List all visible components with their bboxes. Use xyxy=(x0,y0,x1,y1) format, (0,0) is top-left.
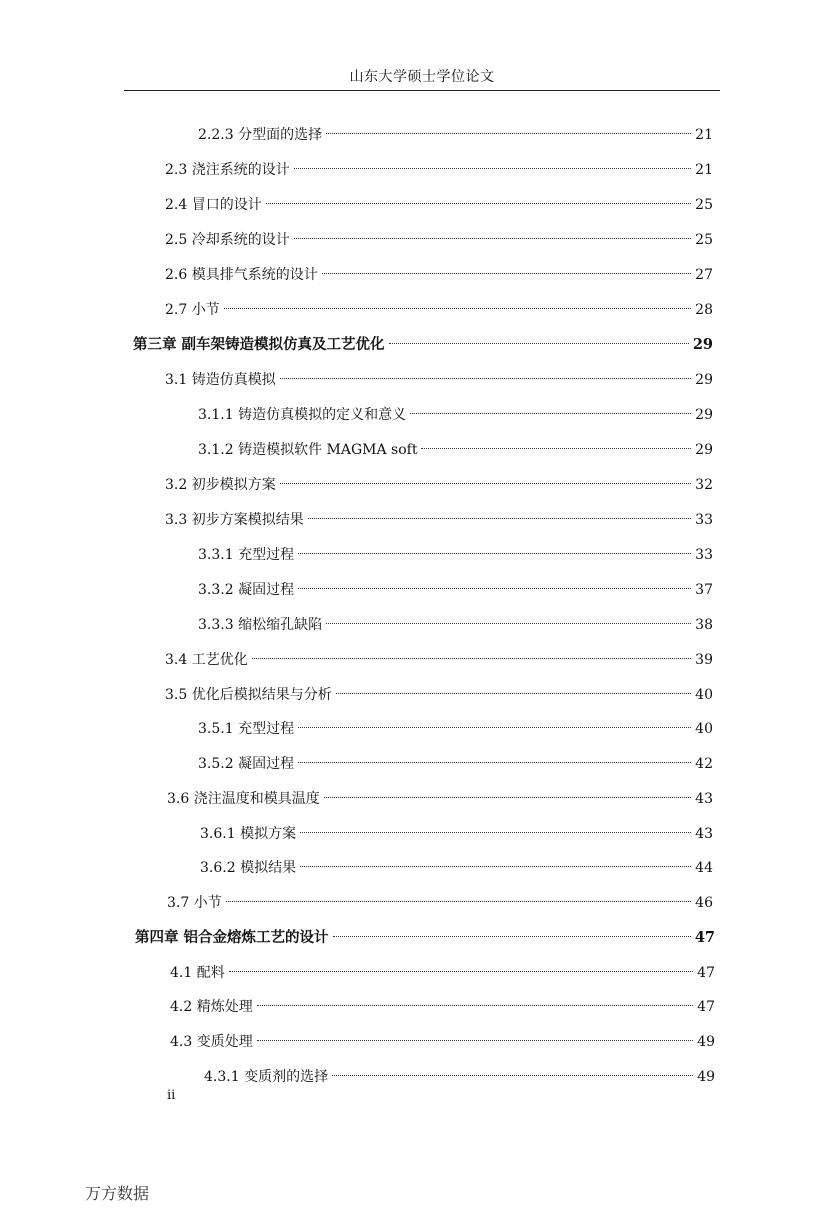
toc-leader xyxy=(298,535,691,554)
toc-entry-3-3-2[interactable] xyxy=(198,575,713,599)
toc-label: 3.2 初步模拟方案 xyxy=(165,477,276,493)
toc-page: 47 xyxy=(697,999,715,1015)
toc-page: 29 xyxy=(695,442,713,458)
toc-label: 3.3.1 充型过程 xyxy=(198,547,295,563)
toc-page: 44 xyxy=(695,860,713,876)
toc-leader xyxy=(389,325,689,344)
toc-leader xyxy=(257,1022,693,1041)
toc-label: 2.6 模具排气系统的设计 xyxy=(165,267,318,283)
toc-page: 29 xyxy=(695,372,713,388)
toc-page: 37 xyxy=(695,582,713,598)
toc-entry-3-1[interactable] xyxy=(165,365,713,389)
toc-entry-4-3-1[interactable] xyxy=(204,1062,715,1086)
toc-label: 3.5.2 凝固过程 xyxy=(198,756,295,772)
toc-leader xyxy=(257,987,693,1006)
toc-label: 4.3 变质处理 xyxy=(170,1034,253,1050)
toc-label: 2.7 小节 xyxy=(165,302,220,318)
toc-page: 40 xyxy=(695,721,713,737)
toc-entry-3-2[interactable] xyxy=(165,470,713,494)
toc-label: 2.2.3 分型面的选择 xyxy=(198,127,323,143)
toc-entry-2-2-3[interactable] xyxy=(198,120,713,144)
toc-entry-3-3-3[interactable] xyxy=(198,610,713,634)
toc-page: 27 xyxy=(695,267,713,283)
toc-leader xyxy=(252,640,691,659)
toc-page: 43 xyxy=(695,791,713,807)
toc-label: 3.5.1 充型过程 xyxy=(198,721,295,737)
toc-entry-3-1-1[interactable] xyxy=(198,400,713,424)
toc-label: 4.1 配料 xyxy=(170,965,225,981)
toc-label: 3.1 铸造仿真模拟 xyxy=(165,372,276,388)
toc-leader xyxy=(324,779,691,798)
toc-page: 40 xyxy=(695,687,713,703)
toc-entry-3-7[interactable] xyxy=(167,888,713,912)
toc-label: 2.3 浇注系统的设计 xyxy=(165,162,290,178)
toc-label: 3.5 优化后模拟结果与分析 xyxy=(165,687,332,703)
toc-leader xyxy=(294,220,691,239)
toc-label: 2.5 冷却系统的设计 xyxy=(165,232,290,248)
page-number: ii xyxy=(167,1088,176,1103)
toc-leader xyxy=(421,430,691,449)
toc-page: 49 xyxy=(697,1069,715,1085)
toc-label: 3.1.2 铸造模拟软件 MAGMA soft xyxy=(198,442,418,458)
toc-entry-chapter-4[interactable] xyxy=(135,923,715,947)
toc-entry-chapter-3[interactable] xyxy=(133,330,713,354)
toc-leader xyxy=(410,395,691,414)
toc-leader xyxy=(326,605,691,624)
toc-entry-3-5-1[interactable] xyxy=(198,714,713,738)
toc-label: 4.3.1 变质剂的选择 xyxy=(204,1069,329,1085)
toc-entry-2-5[interactable] xyxy=(165,225,713,249)
toc-entry-2-6[interactable] xyxy=(165,260,713,284)
toc-leader xyxy=(280,465,691,484)
toc-page: 28 xyxy=(695,302,713,318)
toc-entry-2-7[interactable] xyxy=(165,295,713,319)
toc-leader xyxy=(229,953,693,972)
toc-page: 25 xyxy=(695,197,713,213)
toc-leader xyxy=(332,1057,693,1076)
toc-leader xyxy=(308,500,691,519)
toc-leader xyxy=(333,918,691,937)
toc-label: 2.4 冒口的设计 xyxy=(165,197,262,213)
toc-leader xyxy=(336,675,691,694)
toc-leader xyxy=(326,115,691,134)
toc-page: 38 xyxy=(695,617,713,633)
toc-page: 43 xyxy=(695,826,713,842)
toc-page: 25 xyxy=(695,232,713,248)
toc-leader xyxy=(280,360,691,379)
toc-page: 39 xyxy=(695,652,713,668)
toc-leader xyxy=(226,883,691,902)
toc-label: 3.3.2 凝固过程 xyxy=(198,582,295,598)
toc-label: 3.6.2 模拟结果 xyxy=(200,860,297,876)
toc-entry-3-5-2[interactable] xyxy=(198,749,713,773)
toc-entry-2-4[interactable] xyxy=(165,190,713,214)
toc-label: 3.3.3 缩松缩孔缺陷 xyxy=(198,617,323,633)
toc-page: 33 xyxy=(695,512,713,528)
toc-leader xyxy=(300,848,691,867)
toc-page: 32 xyxy=(695,477,713,493)
toc-leader xyxy=(298,570,691,589)
toc-label: 3.6.1 模拟方案 xyxy=(200,826,297,842)
toc-entry-3-3-1[interactable] xyxy=(198,540,713,564)
toc-page: 42 xyxy=(695,756,713,772)
toc-leader xyxy=(266,185,691,204)
toc-leader xyxy=(322,255,691,274)
toc-page: 21 xyxy=(695,127,713,143)
toc-page: 29 xyxy=(692,336,713,353)
toc-page: 46 xyxy=(695,895,713,911)
toc-entry-2-3[interactable] xyxy=(165,155,713,179)
toc-entry-4-3[interactable] xyxy=(170,1027,715,1051)
toc-label: 3.3 初步方案模拟结果 xyxy=(165,512,304,528)
toc-page: 47 xyxy=(694,929,715,946)
toc-page: 49 xyxy=(697,1034,715,1050)
toc-entry-3-6-2[interactable] xyxy=(200,853,713,877)
wanfang-watermark: 万方数据 xyxy=(85,1184,150,1203)
toc-label: 3.4 工艺优化 xyxy=(165,652,248,668)
toc-entry-4-2[interactable] xyxy=(170,992,715,1016)
toc-page: 33 xyxy=(695,547,713,563)
toc-leader xyxy=(298,709,691,728)
toc-entry-3-3[interactable] xyxy=(165,505,713,529)
toc-label: 3.1.1 铸造仿真模拟的定义和意义 xyxy=(198,407,407,423)
toc-label: 3.6 浇注温度和模具温度 xyxy=(167,791,320,807)
toc-leader xyxy=(298,744,691,763)
toc-page: 47 xyxy=(697,965,715,981)
toc-entry-3-5[interactable] xyxy=(165,680,713,704)
toc-label: 第四章 铝合金熔炼工艺的设计 xyxy=(135,929,329,946)
toc-entry-3-1-2[interactable] xyxy=(198,435,713,459)
toc-label: 4.2 精炼处理 xyxy=(170,999,253,1015)
toc-leader xyxy=(224,290,691,309)
toc-label: 第三章 副车架铸造模拟仿真及工艺优化 xyxy=(133,336,385,353)
toc-page: 21 xyxy=(695,162,713,178)
page-header-title: 山东大学硕士学位论文 xyxy=(349,69,495,85)
toc-page: 29 xyxy=(695,407,713,423)
toc-label: 3.7 小节 xyxy=(167,895,222,911)
toc-entry-3-6[interactable] xyxy=(167,784,713,808)
toc-leader xyxy=(294,150,691,169)
toc-entry-3-6-1[interactable] xyxy=(200,819,713,843)
toc-entry-4-1[interactable] xyxy=(170,958,715,982)
toc-entry-3-4[interactable] xyxy=(165,645,713,669)
header-rule xyxy=(124,90,720,91)
toc-leader xyxy=(300,814,691,833)
